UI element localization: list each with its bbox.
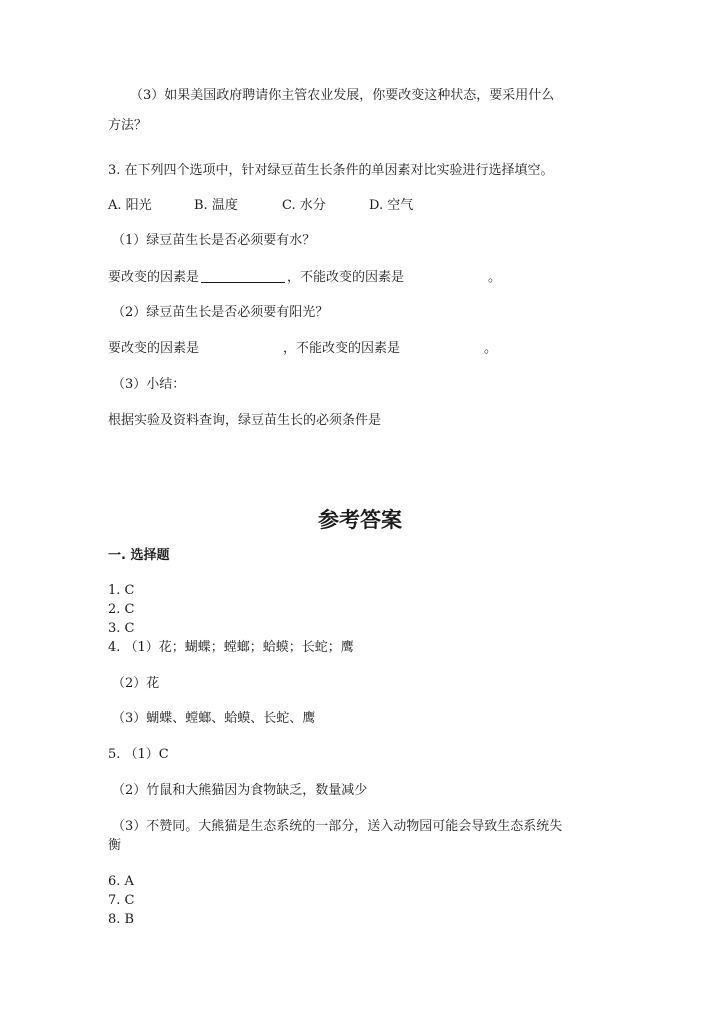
answer-4-part1: 4. （1）花；蝴蝶；螳螂；蛤蟆；长蛇；鹰 — [108, 640, 354, 655]
q3-sub2-fill — [108, 340, 497, 358]
q3-sub3-fill: 根据实验及资料查询，绿豆苗生长的必须条件是 — [108, 413, 382, 428]
answer-key-title: 参考答案 — [318, 508, 402, 532]
fill-label-change: 要改变的因素是 — [108, 341, 200, 356]
q3-stem: 3. 在下列四个选项中，针对绿豆苗生长条件的单因素对比实验进行选择填空。 — [108, 163, 554, 178]
option-a: A. 阳光 — [108, 198, 152, 213]
fill-label-keep: ，不能改变的因素是 — [287, 270, 405, 285]
fill-end: 。 — [488, 270, 502, 285]
q2-part3-line2: 方法？ — [108, 118, 148, 133]
answer-blank[interactable] — [201, 268, 285, 283]
fill-end: 。 — [484, 341, 498, 356]
answer-5-part3-line2: 衡 — [108, 838, 122, 853]
answer-8: 8. B — [108, 912, 135, 927]
q3-sub2: （2）绿豆苗生长是否必须要有阳光？ — [112, 305, 329, 320]
q3-sub1-fill — [108, 268, 501, 287]
q3-sub3: （3）小结： — [112, 377, 186, 392]
option-d: D. 空气 — [369, 198, 414, 213]
answer-5-part2: （2）竹鼠和大熊猫因为食物缺乏，数量减少 — [112, 783, 368, 798]
answer-4-part2: （2）花 — [112, 676, 160, 691]
fill-label-keep: ，不能改变的因素是 — [283, 341, 401, 356]
q2-part3-line1: （3）如果美国政府聘请你主管农业发展，你要改变这种状态，要采用什么 — [130, 88, 555, 103]
answer-4-part3: （3）蝴蝶、螳螂、蛤蟆、长蛇、鹰 — [112, 711, 316, 726]
answer-5-part1: 5. （1）C — [108, 747, 169, 762]
answer-6: 6. A — [108, 874, 134, 889]
option-c: C. 水分 — [282, 198, 326, 213]
answer-1: 1. C — [108, 583, 135, 598]
q3-sub1: （1）绿豆苗生长是否必须要有水？ — [112, 233, 316, 248]
answer-5-part3-line1: （3）不赞同。大熊猫是生态系统的一部分，送入动物园可能会导致生态系统失 — [112, 819, 563, 834]
q3-options — [108, 197, 413, 215]
answer-3: 3. C — [108, 621, 135, 636]
answer-7: 7. C — [108, 893, 135, 908]
section-heading: 一. 选择题 — [108, 548, 170, 563]
fill-label-change: 要改变的因素是 — [108, 270, 200, 285]
option-b: B. 温度 — [194, 198, 238, 213]
answer-2: 2. C — [108, 602, 135, 617]
